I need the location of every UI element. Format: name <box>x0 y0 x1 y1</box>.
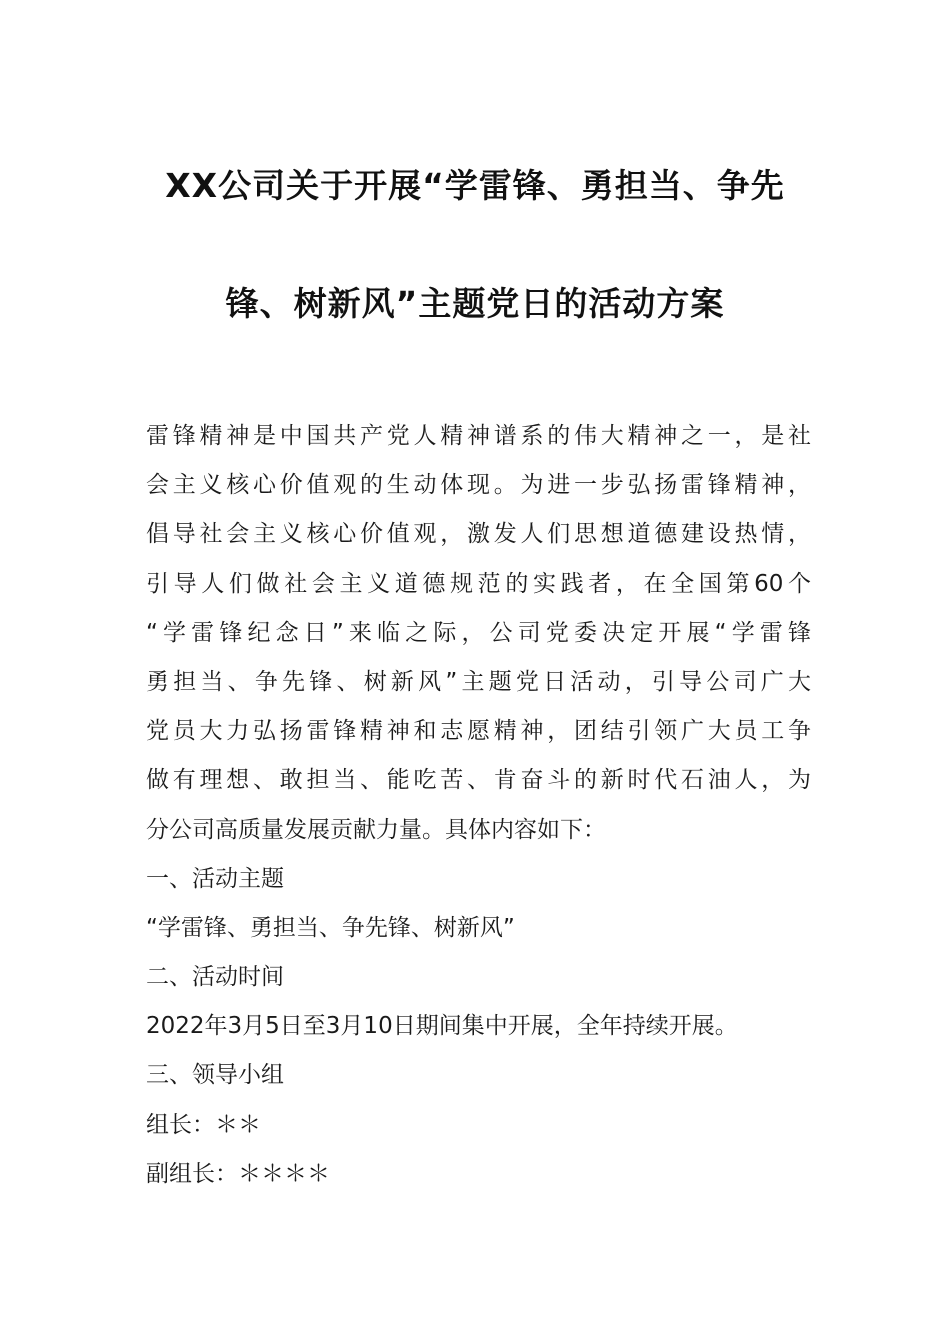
section-heading-leadership: 三、领导小组 <box>146 1062 284 1089</box>
intro-paragraph-line: 勇担当、争先锋、树新风”主题党日活动，引导公司广大 <box>146 668 811 695</box>
intro-paragraph-line: 党员大力弘扬雷锋精神和志愿精神，团结引领广大员工争 <box>146 718 811 745</box>
leader-line: 组长：＊＊ <box>146 1111 261 1138</box>
intro-paragraph-line: 会主义核心价值观的生动体现。为进一步弘扬雷锋精神， <box>146 472 811 499</box>
deputy-leader-line: 副组长：＊＊＊＊ <box>146 1160 330 1187</box>
section-content-time: 2022年3月5日至3月10日期间集中开展，全年持续开展。 <box>146 1013 738 1040</box>
intro-paragraph-line: 引导人们做社会主义道德规范的实践者，在全国第60个 <box>146 570 811 597</box>
section-heading-theme: 一、活动主题 <box>146 865 284 892</box>
intro-paragraph-line: 雷锋精神是中国共产党人精神谱系的伟大精神之一，是社 <box>146 423 811 449</box>
section-content-theme: “学雷锋、勇担当、争先锋、树新风” <box>146 914 515 941</box>
intro-paragraph-line: 倡导社会主义核心价值观，激发人们思想道德建设热情， <box>146 521 811 548</box>
document-body <box>146 412 811 1199</box>
section-heading-time: 二、活动时间 <box>146 964 284 991</box>
intro-paragraph-line: 做有理想、敢担当、能吃苦、肯奋斗的新时代石油人，为 <box>146 767 811 794</box>
intro-paragraph-line: 分公司高质量发展贡献力量。具体内容如下： <box>146 816 606 843</box>
intro-paragraph-line: “学雷锋纪念日”来临之际，公司党委决定开展“学雷锋 <box>146 619 811 646</box>
document-title-line-2: 锋、树新风”主题党日的活动方案 <box>225 284 725 323</box>
document-title-line-1: XX公司关于开展“学雷锋、勇担当、争先 <box>165 166 785 205</box>
